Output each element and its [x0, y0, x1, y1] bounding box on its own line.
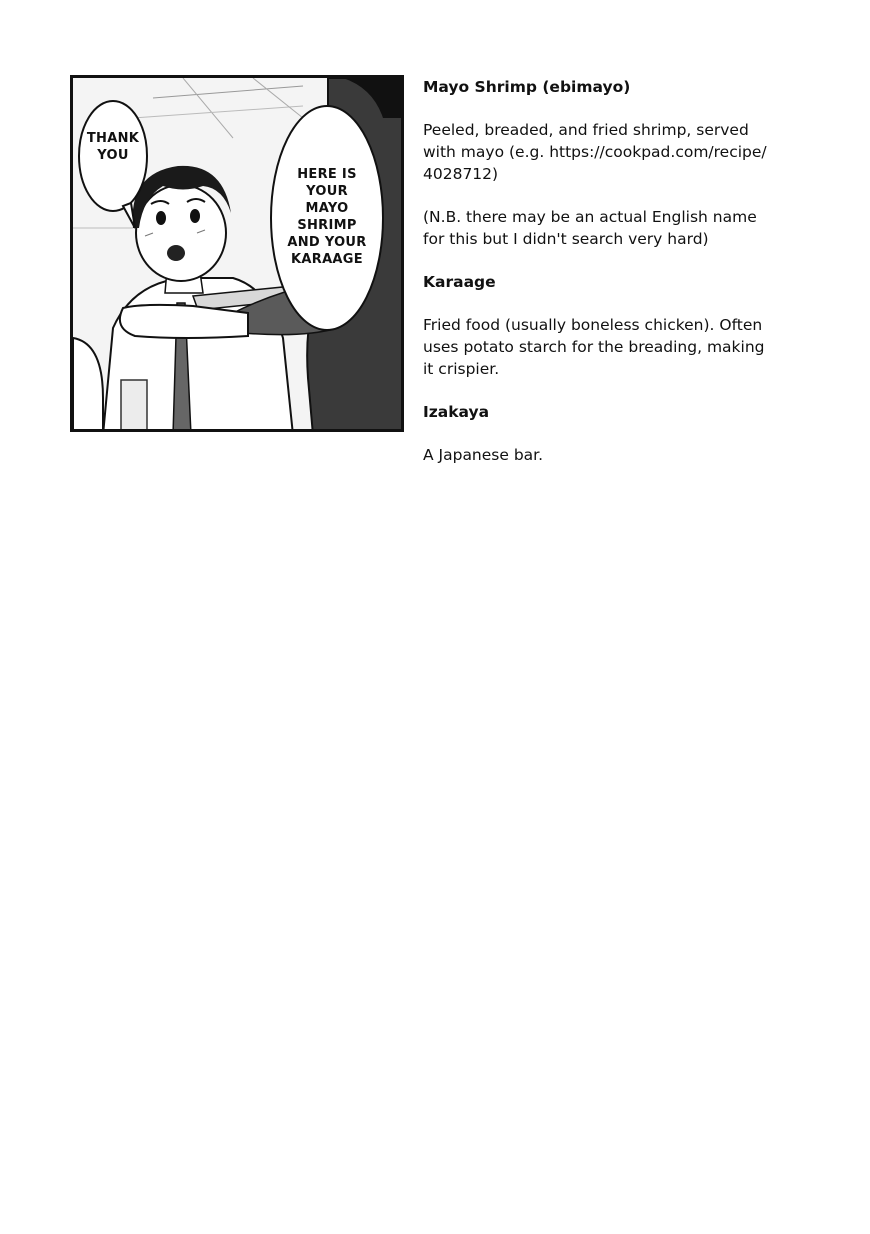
- bubble-line: THANK: [86, 131, 140, 146]
- bubble-line: KARAAGE: [291, 252, 363, 267]
- bubble-line: AND YOUR: [287, 235, 367, 250]
- note-term-mayo-shrimp: Mayo Shrimp (ebimayo): [423, 78, 631, 96]
- bubble-line: YOUR MAYO: [305, 184, 349, 216]
- bubble-line: YOU: [97, 148, 129, 163]
- definition-line: (N.B. there may be an actual English name: [423, 208, 757, 226]
- definition-line: it crispier.: [423, 360, 500, 378]
- definition-line: uses potato starch for the breading, making: [423, 338, 765, 356]
- note-definition-mayo-shrimp: [423, 119, 803, 185]
- bubble-thank-you: [83, 130, 143, 164]
- note-term-izakaya: Izakaya: [423, 403, 490, 421]
- note-definition-karaage: [423, 314, 803, 380]
- definition-line: 4028712): [423, 165, 499, 183]
- definition-line: for this but I didn't search very hard): [423, 230, 709, 248]
- definition-line: A Japanese bar.: [423, 446, 544, 464]
- definition-line: with mayo (e.g. https://cookpad.com/recipe/: [423, 143, 767, 161]
- translation-notes: [423, 76, 803, 487]
- definition-line: Peeled, breaded, and fried shrimp, served: [423, 121, 749, 139]
- note-definition-izakaya: [423, 444, 803, 466]
- definition-line: Fried food (usually boneless chicken). Often: [423, 316, 763, 334]
- manga-panel: [70, 75, 404, 432]
- bubble-here-is: [283, 166, 371, 268]
- bubble-line: SHRIMP: [297, 218, 357, 233]
- bubble-line: HERE IS: [297, 167, 357, 182]
- note-aside-mayo-shrimp: [423, 206, 803, 250]
- note-term-karaage: Karaage: [423, 273, 496, 291]
